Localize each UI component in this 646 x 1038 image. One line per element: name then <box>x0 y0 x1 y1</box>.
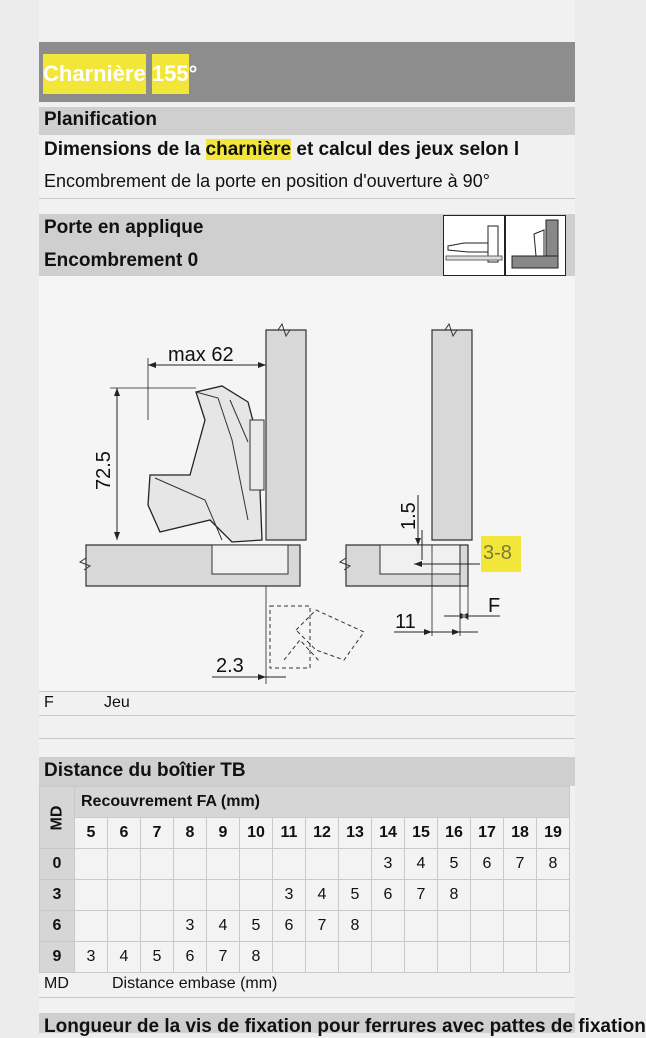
planification-subheading <box>44 139 519 161</box>
table-row <box>40 911 570 942</box>
tb-cell <box>207 880 240 911</box>
tb-column-header: 7 <box>141 818 174 849</box>
md-header: MD <box>47 805 65 830</box>
dim-1-5: 1.5 <box>398 502 420 530</box>
drawing-area <box>39 276 575 691</box>
tb-column-header: 5 <box>75 818 108 849</box>
tb-cell <box>75 880 108 911</box>
tb-column-header: 9 <box>207 818 240 849</box>
tb-cell: 8 <box>537 849 570 880</box>
legend-f-value: Jeu <box>104 694 130 711</box>
md-header-cell <box>40 787 75 849</box>
subheading-text-1: Dimensions de la <box>44 139 206 160</box>
tb-row-md: 3 <box>40 880 75 911</box>
tb-cell: 5 <box>339 880 372 911</box>
overlay-hinge-thumbnail <box>443 215 505 276</box>
subheading-text-2: et calcul des jeux selon l <box>291 139 520 160</box>
tb-cell <box>240 880 273 911</box>
door-overlay-icon <box>506 216 565 275</box>
tb-table <box>39 786 570 973</box>
tb-column-header: 16 <box>438 818 471 849</box>
tb-cell: 4 <box>207 911 240 942</box>
tb-cell: 7 <box>405 880 438 911</box>
tb-cell: 3 <box>273 880 306 911</box>
tb-cell: 6 <box>372 880 405 911</box>
tb-column-header: 13 <box>339 818 372 849</box>
tb-column-header: 12 <box>306 818 339 849</box>
subheading-highlight: charnière <box>205 139 292 160</box>
tb-cell <box>273 849 306 880</box>
table-row <box>40 942 570 973</box>
page-title <box>43 54 197 94</box>
tb-cell <box>273 942 306 973</box>
tb-cell <box>306 942 339 973</box>
tb-cell: 4 <box>108 942 141 973</box>
dim-max-62: max 62 <box>168 344 234 366</box>
table-row <box>40 880 570 911</box>
tb-footer-key: MD <box>44 975 69 992</box>
tb-column-header: 10 <box>240 818 273 849</box>
tb-cell <box>240 849 273 880</box>
tb-cell: 8 <box>240 942 273 973</box>
tb-row-md: 9 <box>40 942 75 973</box>
tb-column-header: 17 <box>471 818 504 849</box>
tb-cell <box>471 911 504 942</box>
table-row <box>40 849 570 880</box>
divider <box>39 997 575 998</box>
planification-note: Encombrement de la porte en position d'ouverture à 90° <box>44 171 490 191</box>
tb-cell: 3 <box>75 942 108 973</box>
tb-cell <box>537 911 570 942</box>
tb-column-header: 15 <box>405 818 438 849</box>
tb-cell <box>174 849 207 880</box>
hinge-side-icon <box>444 216 504 275</box>
tb-row-md: 0 <box>40 849 75 880</box>
planification-heading: Planification <box>44 109 157 130</box>
dim-72-5: 72.5 <box>93 451 115 490</box>
dim-2-3: 2.3 <box>216 655 244 677</box>
tb-cell: 8 <box>339 911 372 942</box>
tb-cell <box>471 880 504 911</box>
tb-cell <box>339 849 372 880</box>
tb-cell <box>75 849 108 880</box>
tb-row-md: 6 <box>40 911 75 942</box>
tb-cell: 5 <box>240 911 273 942</box>
tb-cell <box>108 880 141 911</box>
tb-cell <box>438 911 471 942</box>
tb-cell: 7 <box>306 911 339 942</box>
tb-cell: 4 <box>306 880 339 911</box>
tb-cell <box>537 942 570 973</box>
tb-column-header: 11 <box>273 818 306 849</box>
divider <box>39 738 575 739</box>
section-line1: Porte en applique <box>44 217 204 238</box>
title-number: 155 <box>152 54 189 94</box>
tb-subheading: Recouvrement FA (mm) <box>75 787 570 818</box>
tb-cell <box>438 942 471 973</box>
tb-cell: 3 <box>174 911 207 942</box>
tb-column-header: 8 <box>174 818 207 849</box>
dim-3-8: 3-8 <box>483 542 512 564</box>
dim-11: 11 <box>395 611 416 633</box>
tb-cell <box>471 942 504 973</box>
tb-cell <box>339 942 372 973</box>
tb-cell: 7 <box>207 942 240 973</box>
tb-footer-value: Distance embase (mm) <box>112 975 278 992</box>
tb-cell: 6 <box>273 911 306 942</box>
tb-cell: 7 <box>504 849 537 880</box>
tb-cell <box>174 880 207 911</box>
title-word-charniere: Charnière <box>43 54 146 94</box>
tb-cell <box>504 942 537 973</box>
tb-cell <box>108 911 141 942</box>
divider <box>39 715 575 716</box>
tb-column-header: 19 <box>537 818 570 849</box>
tb-cell <box>372 911 405 942</box>
tb-cell <box>306 849 339 880</box>
section-line2: Encombrement 0 <box>44 250 199 271</box>
tb-cell: 6 <box>174 942 207 973</box>
tb-cell <box>405 942 438 973</box>
hinge-technical-drawing <box>39 276 575 691</box>
tb-cell: 6 <box>471 849 504 880</box>
tb-heading: Distance du boîtier TB <box>44 760 246 781</box>
tb-cell <box>372 942 405 973</box>
tb-cell: 8 <box>438 880 471 911</box>
title-degree: ° <box>188 61 198 86</box>
overlay-door-thumbnail <box>505 215 566 276</box>
tb-cell <box>504 911 537 942</box>
tb-cell <box>537 880 570 911</box>
tb-cell <box>405 911 438 942</box>
next-heading: Longueur de la vis de fixation pour ferrures avec pattes de fixation <box>44 1016 646 1037</box>
tb-column-header: 14 <box>372 818 405 849</box>
legend-f-key: F <box>44 694 54 711</box>
tb-cell: 3 <box>372 849 405 880</box>
divider <box>39 691 575 692</box>
tb-cell: 5 <box>438 849 471 880</box>
tb-cell <box>504 880 537 911</box>
tb-cell <box>108 849 141 880</box>
dim-f: F <box>488 595 501 617</box>
tb-column-header: 6 <box>108 818 141 849</box>
tb-cell <box>141 911 174 942</box>
divider <box>39 198 575 199</box>
tb-cell: 5 <box>141 942 174 973</box>
tb-cell <box>141 880 174 911</box>
tb-cell <box>141 849 174 880</box>
tb-cell <box>207 849 240 880</box>
tb-cell <box>75 911 108 942</box>
tb-cell: 4 <box>405 849 438 880</box>
tb-column-header: 18 <box>504 818 537 849</box>
